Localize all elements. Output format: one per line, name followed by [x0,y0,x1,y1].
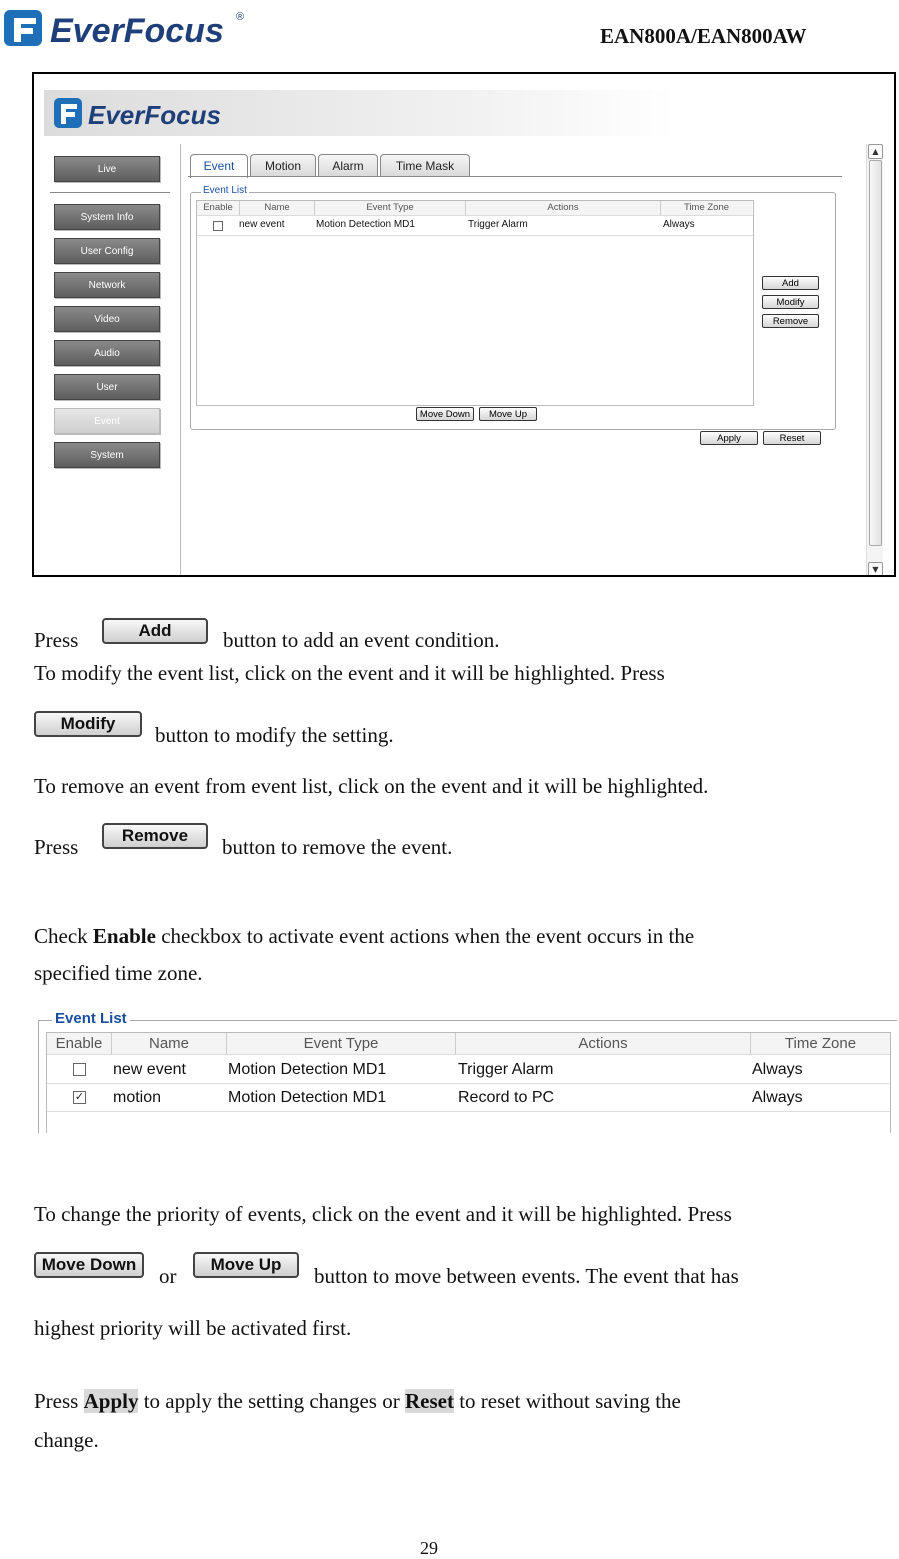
move-up-button-image: Move Up [193,1252,299,1278]
big-col-actions: Actions [456,1033,751,1054]
nav-video[interactable]: Video [54,306,160,332]
add-press: Press [34,628,79,652]
apply-button[interactable]: Apply [700,431,758,445]
apply-line2: change. [34,1428,99,1452]
add-button[interactable]: Add [762,276,819,290]
tab-underline [188,176,842,177]
scroll-up-arrow-icon[interactable]: ▲ [868,144,883,159]
remove-button-image: Remove [102,823,208,849]
big-row2-zone[interactable]: Always [752,1089,803,1106]
tab-time-mask[interactable]: Time Mask [380,154,470,177]
col-enable: Enable [197,201,240,215]
tab-motion[interactable]: Motion [250,154,316,177]
row-name[interactable]: new event [239,219,285,230]
scroll-thumb[interactable] [869,160,882,546]
tab-event[interactable]: Event [190,154,248,178]
modify-intro: To modify the event list, click on the event and it will be highlighted. Press [34,661,665,685]
check-enable: Enable [92,924,156,948]
col-name: Name [240,201,315,215]
nav-user-config[interactable]: User Config [54,238,160,264]
web-ui-screenshot [32,72,896,577]
or-text: or [159,1264,177,1288]
big-row1-name[interactable]: new event [113,1061,186,1078]
big-row1-checkbox[interactable] [73,1063,86,1076]
move-line3: highest priority will be activated first. [34,1316,352,1340]
priority-intro: To change the priority of events, click on the event and it will be highlighted. Press [34,1202,732,1226]
reset-button[interactable]: Reset [763,431,821,445]
check-post: checkbox to activate event actions when the event occurs in the [161,924,695,948]
remove-press: Press [34,835,79,859]
nav-system[interactable]: System [54,442,160,468]
big-row2-name[interactable]: motion [113,1089,162,1106]
apply-mid: to apply the setting changes or [143,1389,400,1413]
nav-event[interactable]: Event [54,408,160,434]
nav-network[interactable]: Network [54,272,160,298]
apply-paragraph [34,1388,681,1414]
remove-button[interactable]: Remove [762,314,819,328]
banner-wordmark: EverFocus [88,100,221,130]
nav-separator [180,144,181,577]
remove-description: button to remove the event. [222,835,453,859]
apply-post: to reset without saving the [459,1389,681,1413]
event-list-closeup-legend: Event List [52,1010,130,1027]
apply-pre: Press [34,1389,79,1413]
svg-text:®: ® [236,11,245,23]
page-number: 29 [420,1538,438,1558]
check-pre: Check [34,924,88,948]
big-col-enable: Enable [47,1033,112,1054]
scrollbar[interactable] [866,144,883,577]
logo-wordmark: EverFocus [50,12,224,50]
event-list-table [196,200,754,406]
row-event-type[interactable]: Motion Detection MD1 [316,219,415,230]
big-row2-action[interactable]: Record to PC [458,1089,555,1106]
nav-user[interactable]: User [54,374,160,400]
banner [44,90,674,136]
modify-button-image: Modify [34,711,142,737]
everfocus-logo [2,4,252,50]
row-enable-checkbox[interactable] [213,221,223,231]
tab-alarm[interactable]: Alarm [318,154,378,177]
move-up-button[interactable]: Move Up [479,407,537,421]
col-event-type: Event Type [315,201,466,215]
apply-highlight: Apply [83,1389,139,1413]
add-description: button to add an event condition. [223,628,500,652]
modify-description: button to modify the setting. [155,723,394,747]
big-row1-action[interactable]: Trigger Alarm [458,1061,554,1078]
big-row2-checkbox[interactable]: ✓ [74,1090,85,1103]
big-col-time-zone: Time Zone [751,1033,890,1054]
big-col-event-type: Event Type [227,1033,456,1054]
move-description: button to move between events. The event that has [314,1264,739,1288]
nav-system-info[interactable]: System Info [54,204,160,230]
move-down-button-image: Move Down [34,1252,144,1278]
col-time-zone: Time Zone [661,201,752,215]
event-list-closeup-table [46,1032,891,1133]
enable-paragraph-line2: specified time zone. [34,961,203,985]
col-actions: Actions [466,201,661,215]
row-time-zone[interactable]: Always [663,219,695,230]
add-button-image: Add [102,618,208,644]
nav-audio[interactable]: Audio [54,340,160,366]
enable-paragraph [34,923,694,949]
row-actions[interactable]: Trigger Alarm [468,219,528,230]
event-list-closeup [36,1008,898,1132]
event-list-legend: Event List [203,185,247,196]
big-row1-type[interactable]: Motion Detection MD1 [228,1061,387,1078]
remove-intro: To remove an event from event list, click on the event and it will be highlighted. [34,774,709,798]
scroll-down-arrow-icon[interactable]: ▼ [868,562,883,577]
big-row1-zone[interactable]: Always [752,1061,803,1078]
move-down-button[interactable]: Move Down [416,407,474,421]
nav-divider [50,192,170,193]
big-col-name: Name [112,1033,227,1054]
nav-live[interactable]: Live [54,156,160,182]
model-number: EAN800A/EAN800AW [600,24,807,48]
reset-highlight: Reset [404,1389,454,1413]
big-row2-type[interactable]: Motion Detection MD1 [228,1089,387,1106]
modify-button[interactable]: Modify [762,295,819,309]
